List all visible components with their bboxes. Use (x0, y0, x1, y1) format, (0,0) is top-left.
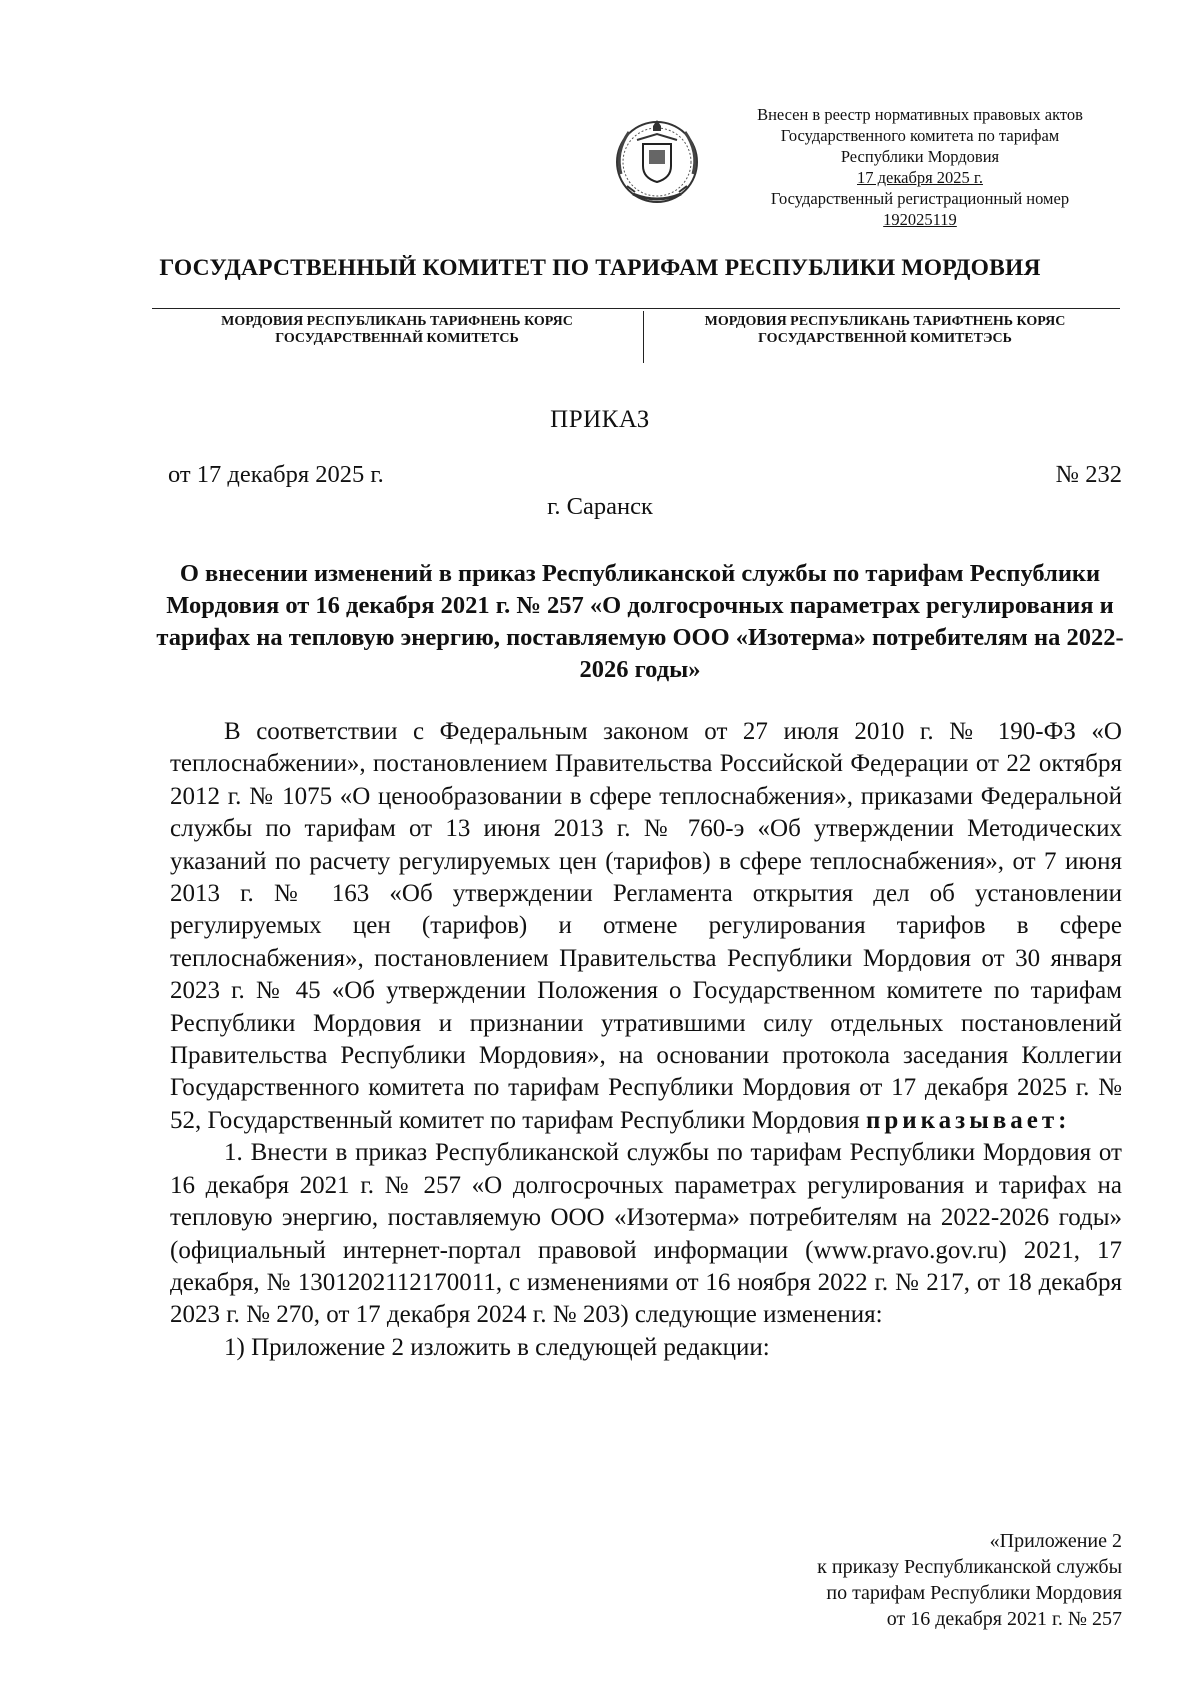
moksha-line-1: МОРДОВИЯ РЕСПУБЛИКАНЬ ТАРИФНЕНЬ КОРЯС (221, 314, 573, 329)
appendix-line-3: по тарифам Республики Мордовия (826, 1582, 1122, 1604)
header-divider (152, 308, 1120, 309)
registry-line-5: Государственный регистрационный номер (770, 189, 1070, 208)
vertical-divider (643, 311, 644, 363)
registry-date: 17 декабря 2025 г. (857, 168, 983, 187)
registry-number: 192025119 (883, 210, 957, 229)
organization-name: ГОСУДАРСТВЕННЫЙ КОМИТЕТ ПО ТАРИФАМ РЕСПУБЛИКИ МОРДОВИЯ (159, 255, 1041, 281)
subitem-1: 1) Приложение 2 изложить в следующей редакции: (224, 1333, 770, 1361)
order-city: г. Саранск (547, 493, 653, 520)
registry-line-2: Государственного комитета по тарифам (780, 126, 1060, 145)
preamble-text: В соответствии с Федеральным законом от 27 июля 2010 г. № 190-ФЗ «О теплоснабжении», постановлением Правительства Российской Федерации от 22 октября 2012 г. № 1075 «О ценообразовании в сфере теплоснабжения», приказами Федеральной службы по тарифам от 13 июня 2013 г. № 760-э «Об утверждении Методических указаний по расчету регулируемых цен (тарифов) в сфере теплоснабжения», от 7 июня 2013 г. № 163 «Об утверждении Регламента открытия дел об установлении регулируемых цен (тарифов) и отмене регулирования тарифов в сфере теплоснабжения», постановлением Правительства Республики Мордовия от 30 января 2023 г. № 45 «Об утверждении Положения о Государственном комитете по тарифам Республики Мордовия и признании утратившими силу отдельных постановлений Правительства Республики Мордовия», на основании протокола заседания Коллегии Государственного комитета по тарифам Республики Мордовия от 17 декабря 2025 г. № 52, Государственный комитет по тарифам Республики Мордовия (170, 718, 1122, 1134)
appendix-line-2: к приказу Республиканской службы (817, 1556, 1122, 1578)
moksha-line-2: ГОСУДАРСТВЕННАЙ КОМИТЕТСЬ (275, 331, 519, 346)
preamble-paragraph (170, 716, 1122, 1137)
erzya-name (650, 313, 1120, 347)
order-date: от 17 декабря 2025 г. (168, 461, 384, 488)
registry-line-3: Республики Мордовия (840, 147, 1000, 166)
orders-word: приказывает: (865, 1106, 1071, 1134)
order-number: № 232 (1055, 461, 1122, 488)
erzya-line-2: ГОСУДАРСТВЕННОЙ КОМИТЕТЭСЬ (758, 331, 1012, 346)
registry-line-1: Внесен в реестр нормативных правовых актов (757, 105, 1083, 124)
appendix-reference (662, 1528, 1122, 1632)
order-title: О внесении изменений в приказ Республиканской службы по тарифам Республики Мордовия от 16 декабря 2021 г. № 257 «О долгосрочных параметрах регулирования и тарифах на тепловую энергию, поставляемую ООО «Изотерма» потребителям на 2022-2026 годы» (156, 560, 1124, 683)
appendix-line-4: от 16 декабря 2021 г. № 257 (886, 1608, 1122, 1630)
document-type: ПРИКАЗ (550, 406, 650, 433)
order-body (170, 716, 1122, 1364)
registry-note (730, 104, 1110, 230)
erzya-line-1: МОРДОВИЯ РЕСПУБЛИКАНЬ ТАРИФТНЕНЬ КОРЯС (704, 314, 1066, 329)
moksha-name (152, 313, 642, 347)
item-1: 1. Внести в приказ Республиканской службы по тарифам Республики Мордовия от 16 декабря 2021 г. № 257 «О долгосрочных параметрах регулирования и тарифах на тепловую энергию, поставляемую ООО «Изотерма» потребителям на 2022-2026 годы» (официальный интернет-портал правовой информации (www.pravo.gov.ru) 2021, 17 декабря, № 1301202112170011, с изменениями от 16 ноября 2022 г. № 217, от 18 декабря 2023 г. № 270, от 17 декабря 2024 г. № 203) следующие изменения: (170, 1139, 1122, 1329)
coat-of-arms-icon (605, 112, 709, 208)
coat-of-arms-emblem (605, 112, 709, 208)
appendix-line-1: «Приложение 2 (989, 1530, 1122, 1552)
